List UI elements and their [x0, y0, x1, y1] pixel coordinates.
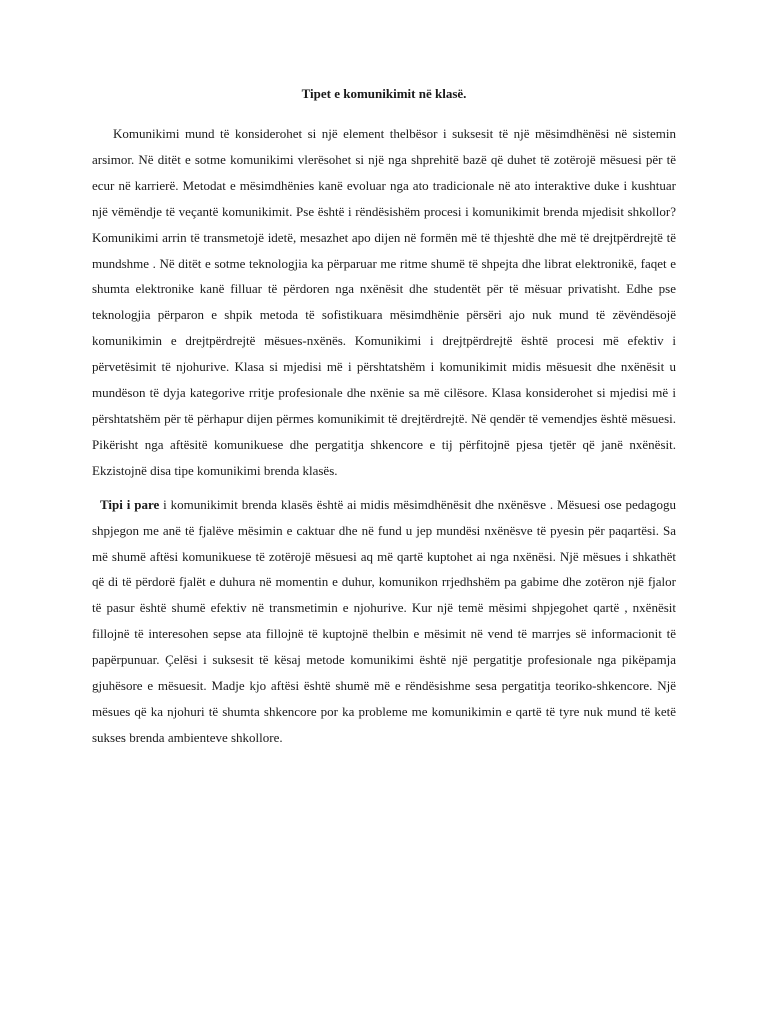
paragraph-1: Komunikimi mund të konsiderohet si një element thelbësor i suksesit të një mësimdhënësi në sistemin arsimor. Në ditët e sotme komunikimi vlerësohet si një nga shprehitë bazë që duhet të zotërojë mësuesi për të ecur në karrierë. Metodat e mësimdhënies kanë evoluar nga ato tradicionale në ato interaktive duke i kushtuar një vëmëndje të veçantë komunikimit. Pse është i rëndësishëm procesi i komunikimit brenda mjedisit shkollor? Komunikimi arrin të transmetojë idetë, mesazhet apo dijen në formën më të thjeshtë dhe më të drejtpërdrejtë të mundshme . Në ditët e sotme teknologjia ka përparuar me ritme shumë të shpejta dhe librat elektronikë, faqet e shumta elektronike kanë filluar të përdoren nga nxënësit dhe studentët për të mësuar privatisht. Edhe pse teknologjia përparon e shpik metoda të sofistikuara mësimdhënie përsëri ajo nuk mund të zëvëndësojë komunikimin e drejtpërdrejtë mësues-nxënës. Komunikimi i drejtpërdrejtë është procesi më efektiv i përvetësimit të njohurive. Klasa si mjedisi më i përshtatshëm i komunikimit midis mësuesit dhe nxënësit u mundëson të dyja kategorive rritje profesionale dhe nxënie sa më cilësore. Klasa konsiderohet si mjedisi më i përshtatshëm për të përhapur dijen përmes komunikimit të drejtërdrejtë. Në qendër të vemendjes është mësuesi. Pikërisht nga aftësitë komunikuese dhe pergatitja shkencore e tij përfitojnë pjesa tjetër që janë nxënësit. Ekzistojnë disa tipe komunikimi brenda klasës.	[92, 126, 676, 478]
paragraph-2-body: i komunikimit brenda klasës është ai midis mësimdhënësit dhe nxënësve . Mësuesi ose pedagogu shpjegon me anë të fjalëve mësimin e caktuar dhe në fund u jep mundësi nxënësve të pyesin për paqartësi. Sa më shumë aftësi komunikuese të zotërojë mësuesi aq më qartë kuptohet ai nga nxënësi. Një mësues i shkathët që di të përdorë fjalët e duhura në momentin e duhur, komunikon rrjedhshëm pa gabime dhe zotëron një fjalor të pasur është shumë efektiv në transmetimin e njohurive. Kur një temë mësimi shpjegohet qartë , nxënësit fillojnë të interesohen sepse ata fillojnë të kuptojnë thelbin e mësimit në vend të marrjes së informacionit të papërpunuar. Çelësi i suksesit të kësaj metode komunikimi është një pergatitje profesionale nga pikëpamja gjuhësore e mësuesit. Madje kjo aftësi është shumë më e rëndësishme sesa pergatitja teoriko-shkencore. Një mësues që ka njohuri të shumta shkencore por ka probleme me komunikimin e qartë të tyre nuk mund të ketë sukses brenda ambienteve shkollore.	[92, 496, 677, 745]
paragraph-2	[92, 492, 676, 751]
paragraph-2-lead: Tipi i pare	[100, 496, 160, 512]
document-title: Tipet e komunikimit në klasë.	[301, 86, 467, 101]
